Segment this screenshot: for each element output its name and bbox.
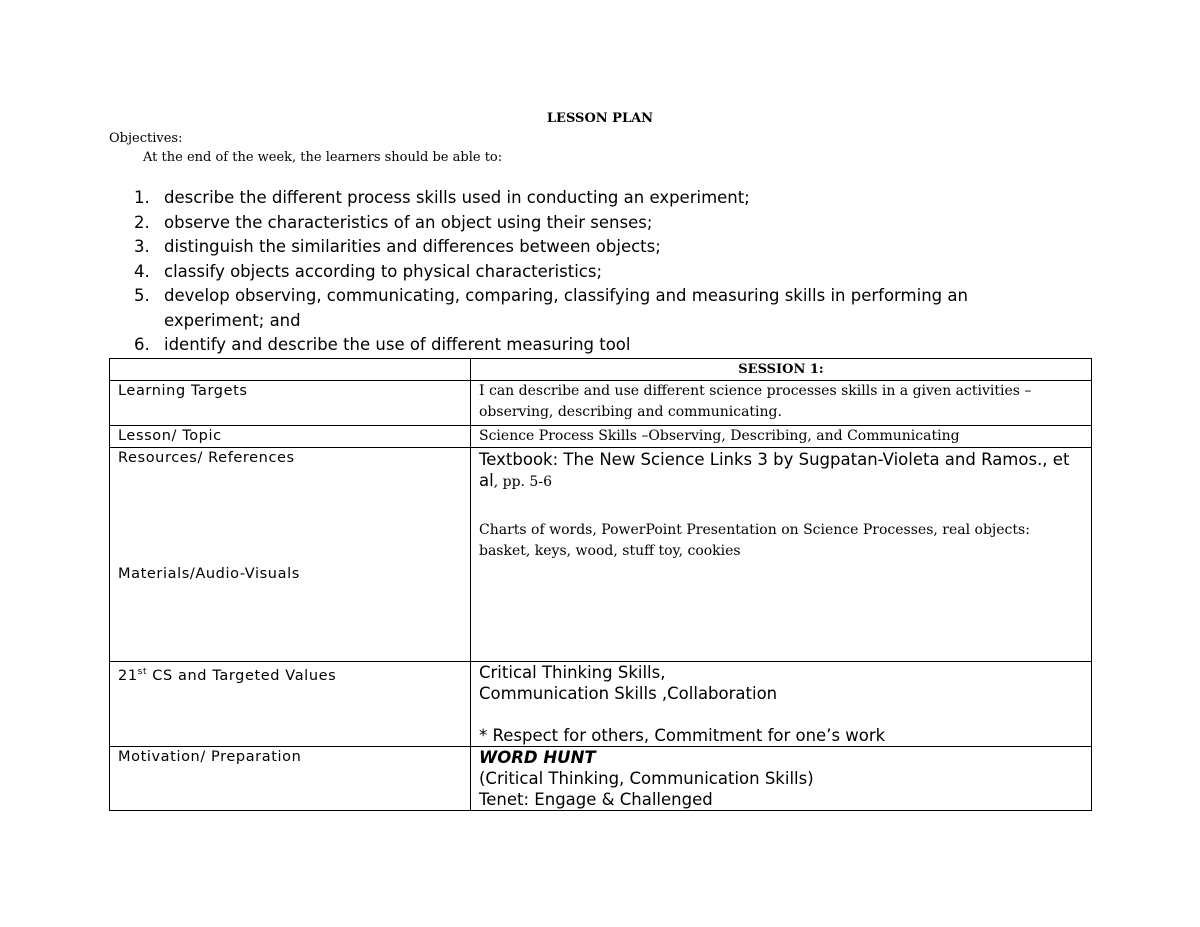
learning-targets-label: Learning Targets (110, 381, 471, 426)
learning-targets-row (110, 381, 1092, 426)
materials-label: Materials/Audio-Visuals (118, 566, 300, 582)
objective-text: describe the different process skills used in conducting an experiment; (164, 188, 750, 207)
empty-header-cell (110, 359, 471, 381)
lesson-topic-value: Science Process Skills –Observing, Describing, and Communicating (471, 426, 1092, 448)
resources-label: Resources/ References (118, 450, 295, 466)
resources-value-cell (471, 448, 1092, 662)
motivation-activity: WORD HUNT (479, 748, 596, 767)
session-header-row (110, 359, 1092, 381)
objective-text: develop observing, communicating, comparing, classifying and measuring skills in performing an experiment; and (164, 286, 968, 330)
resources-label-cell (110, 448, 471, 662)
lesson-topic-label: Lesson/ Topic (110, 426, 471, 448)
motivation-skills: (Critical Thinking, Communication Skills) (479, 769, 814, 788)
objective-number: 6. (134, 335, 150, 354)
objective-item (109, 333, 1069, 358)
motivation-tenet: Tenet: Engage & Challenged (479, 790, 713, 809)
objective-item (109, 211, 1069, 236)
objective-number: 1. (134, 188, 150, 207)
objective-item (109, 260, 1069, 285)
textbook-pages: , pp. 5-6 (493, 474, 552, 490)
motivation-row (110, 747, 1092, 811)
objectives-label: Objectives: (109, 131, 183, 146)
cs-values-cell (471, 662, 1092, 747)
textbook-reference: Textbook: The New Science Links 3 by Sugpatan-Violeta and Ramos., et al (479, 450, 1070, 490)
materials-value: Charts of words, PowerPoint Presentation on Science Processes, real objects: basket, keys, wood, stuff toy, cookies (479, 522, 1030, 559)
objective-text: identify and describe the use of different measuring tool (164, 335, 631, 354)
objective-number: 2. (134, 212, 150, 232)
objective-number: 5. (134, 286, 150, 305)
objectives-list (109, 186, 1069, 358)
cs-values-label: 21st CS and Targeted Values (110, 662, 471, 747)
cs-values-row (110, 662, 1092, 747)
objective-item (109, 235, 1069, 260)
objectives-intro: At the end of the week, the learners should be able to: (143, 150, 503, 165)
targeted-values: * Respect for others, Commitment for one’s work (479, 726, 886, 745)
objective-item (109, 186, 1069, 211)
objective-text: distinguish the similarities and differences between objects; (164, 237, 661, 256)
lesson-topic-row (110, 426, 1092, 448)
objective-text: observe the characteristics of an object using their senses; (164, 212, 653, 232)
document-title: LESSON PLAN (546, 111, 654, 126)
session-header: SESSION 1: (471, 359, 1092, 381)
lesson-plan-table (109, 358, 1092, 811)
objective-number: 4. (134, 261, 150, 281)
cs-skill-2: Communication Skills ,Collaboration (479, 684, 778, 703)
objective-number: 3. (134, 237, 150, 256)
objective-item (109, 284, 1069, 333)
motivation-cell (471, 747, 1092, 811)
resources-row (110, 448, 1092, 662)
motivation-label: Motivation/ Preparation (110, 747, 471, 811)
cs-skill-1: Critical Thinking Skills, (479, 663, 666, 682)
learning-targets-value: I can describe and use different science processes skills in a given activities – observing, describing and communicating. (471, 381, 1092, 426)
objective-text: classify objects according to physical characteristics; (164, 261, 603, 281)
